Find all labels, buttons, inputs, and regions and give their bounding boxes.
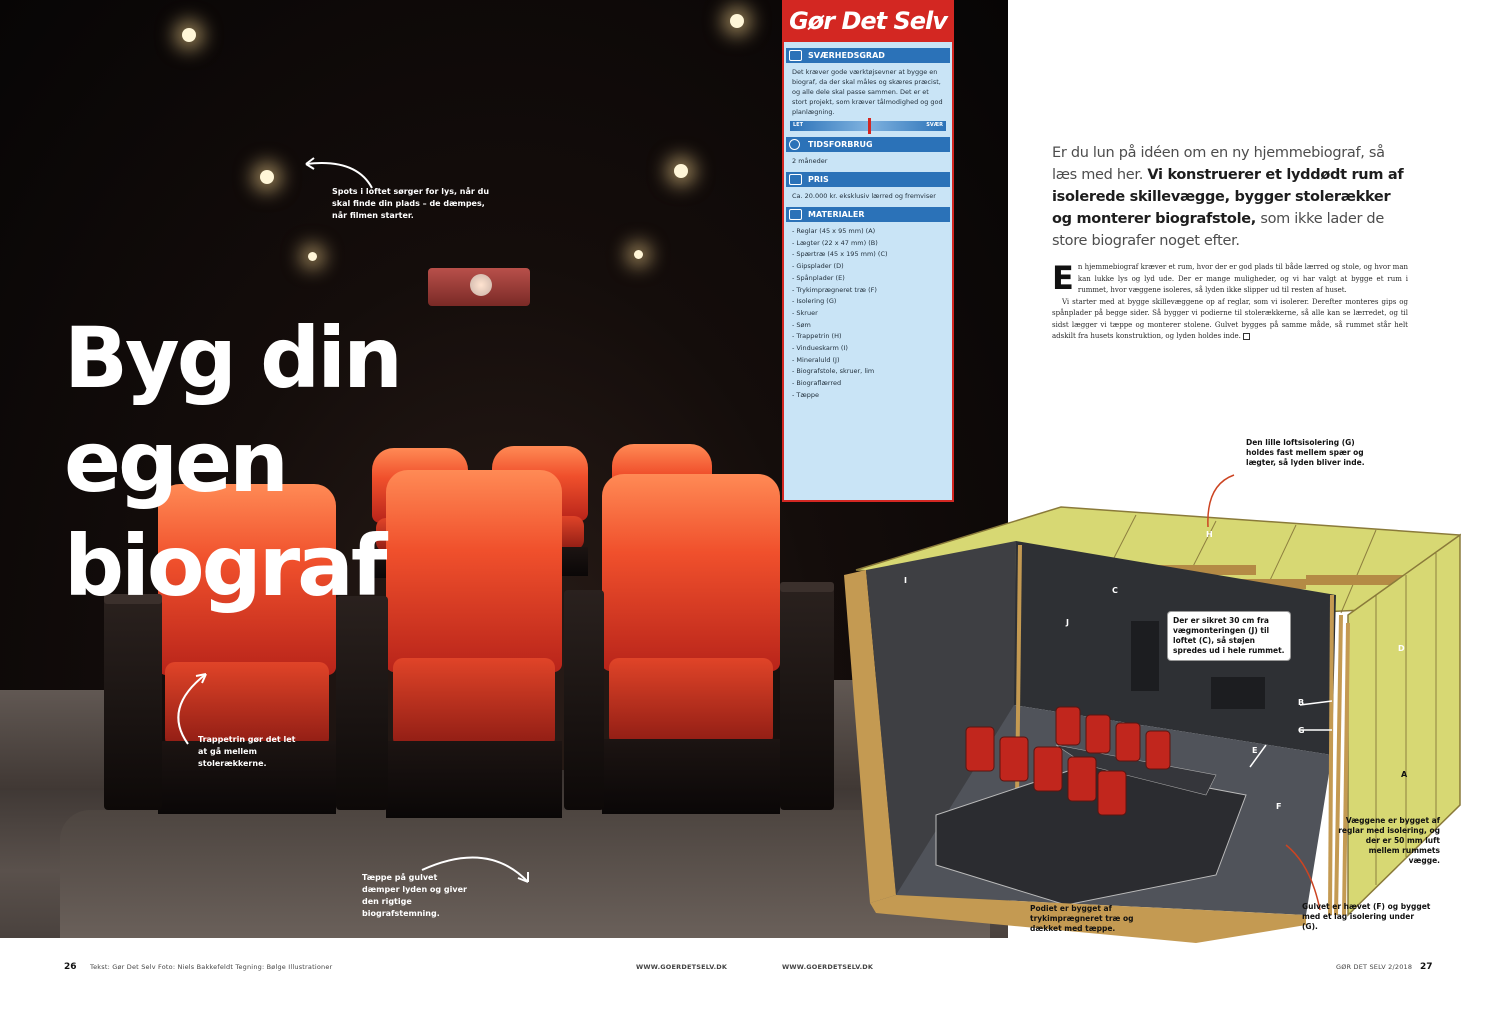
- list-item: - Biograflærred: [792, 379, 842, 388]
- projector-lens: [470, 274, 492, 296]
- list-item: - Tæppe: [792, 390, 820, 399]
- website-right: WWW.GOERDETSELV.DK: [782, 963, 874, 971]
- intro-bold: Vi konstruerer et lyddødt rum af isolerede skillevægge, bygger stolerækker og monterer biografstole,: [1052, 167, 1404, 227]
- svg-text:F: F: [1276, 802, 1282, 811]
- ceiling-spot: [308, 252, 317, 261]
- section-header-price: PRIS: [786, 172, 950, 187]
- callout-podium: Podiet er bygget af trykimprægneret træ og dækket med tæppe.: [1030, 904, 1134, 933]
- list-item: - Isolering (G): [792, 297, 837, 306]
- price-text: Ca. 20.000 kr. eksklusiv lærred og fremviser: [792, 192, 936, 200]
- list-item: - Biografstole, skruer, lim: [792, 367, 875, 376]
- svg-text:E: E: [1252, 746, 1258, 755]
- section-header-materials: MATERIALER: [786, 207, 950, 222]
- list-item: - Reglar (45 x 95 mm) (A): [792, 227, 876, 235]
- ceiling-spot: [182, 28, 196, 42]
- website-left: WWW.GOERDETSELV.DK: [636, 963, 728, 971]
- drop-cap: E: [1052, 259, 1074, 297]
- callout-room: Der er sikret 30 cm fra vægmonteringen (J) til loftet (C), så støjen spredes ud i hele rummet.: [1168, 612, 1290, 660]
- difficulty-text: Det kræver gode værktøjsevner at bygge en biograf, da der skal måles og skæres præcist, og alle dele skal passe sammen. Det er et stort projekt, som kræver tålmodighed og god planlægning.: [792, 68, 943, 116]
- scale-left-label: LET: [793, 122, 804, 128]
- list-item: - Spærtræ (45 x 195 mm) (C): [792, 250, 888, 259]
- intro-lead: Er du lun på idéen om en ny hjemmebiograf, så læs med her.: [1052, 145, 1385, 183]
- callout-roof: Den lille loftsisolering (G) holdes fast mellem spær og lægter, så lyden bliver inde.: [1246, 438, 1365, 467]
- callout-floor: Gulvet er hævet (F) og bygget med et lag isolering under (G).: [1302, 902, 1431, 931]
- svg-text:C: C: [1112, 586, 1118, 595]
- issue-info: GØR DET SELV 2/2018: [1336, 963, 1413, 971]
- ceiling-spot: [730, 14, 744, 28]
- armrest: [104, 598, 162, 810]
- body-text: [1052, 259, 1408, 343]
- headline-line-1: Byg din egen: [64, 309, 400, 511]
- price-icon: [789, 174, 802, 185]
- page-number-left: 26: [64, 962, 77, 972]
- materials-list: [784, 226, 952, 402]
- svg-text:B: B: [1298, 698, 1305, 707]
- svg-text:H: H: [1206, 530, 1213, 539]
- list-item: - Skruer: [792, 308, 818, 317]
- svg-text:I: I: [904, 576, 907, 585]
- credits: Tekst: Gør Det Selv Foto: Niels Bakkefeldt Tegning: Bølge Illustrationer: [90, 963, 333, 971]
- svg-text:A: A: [1401, 770, 1408, 779]
- callout-walls: Væggene er bygget af reglar med isolering, og der er 50 mm luft mellem rummets vægge.: [1338, 816, 1440, 865]
- headline-line-2: biograf: [64, 517, 385, 615]
- list-item: - Mineraluld (J): [792, 355, 840, 364]
- section-header-difficulty: SVÆRHEDSGRAD: [786, 48, 950, 63]
- ceiling-spot: [634, 250, 643, 259]
- difficulty-scale: [790, 121, 946, 131]
- list-item: - Gipsplader (D): [792, 262, 844, 271]
- headline: [64, 306, 624, 618]
- list-item: - Trappetrin (H): [792, 332, 842, 341]
- list-item: - Trykimprægneret træ (F): [792, 285, 877, 294]
- list-item: - Søm: [792, 320, 811, 329]
- armrest-top: [780, 582, 834, 592]
- caption-carpet: Tæppe på gulvet dæmper lyden og giver den rigtige biografstemning.: [362, 873, 467, 918]
- body-paragraph-1: n hjemmebiograf kræver et rum, hvor der er god plads til både lærred og stole, og hvor man kan lukke lys og lyd ude. Der er mange muligheder, og vi har valgt at bygge et rum i rummet, hvor væggene isoleres, så lyden ikke slipper ud til resten af huset.: [1077, 263, 1408, 294]
- end-mark-icon: [1243, 333, 1250, 340]
- armrest: [336, 596, 388, 810]
- time-text: 2 måneder: [792, 157, 828, 165]
- ceiling-spot: [674, 164, 688, 178]
- page-number-right: 27: [1420, 962, 1433, 972]
- room-diagram: [836, 445, 1500, 945]
- list-item: - Vindueskarm (I): [792, 344, 848, 353]
- svg-text:J: J: [1066, 618, 1069, 627]
- intro-paragraph: [1052, 142, 1412, 252]
- sidebar-title: Gør Det Selv: [784, 0, 952, 42]
- scale-right-label: SVÆR: [926, 122, 943, 128]
- svg-text:G: G: [1298, 726, 1305, 735]
- cinema-seat: [602, 474, 780, 814]
- intro-tail: som ikke lader de store biografer noget efter.: [1052, 211, 1384, 249]
- diy-sidebar: [782, 0, 954, 502]
- difficulty-marker: [868, 118, 871, 134]
- difficulty-icon: [789, 50, 802, 61]
- svg-text:D: D: [1398, 644, 1405, 653]
- ceiling-spot: [260, 170, 274, 184]
- toolbox-icon: [789, 209, 802, 220]
- caption-lights: Spots i loftet sørger for lys, når du skal finde din plads – de dæmpes, når filmen starter.: [332, 187, 490, 220]
- list-item: - Spånplader (E): [792, 273, 845, 282]
- body-paragraph-2: Vi starter med at bygge skillevæggene op af reglar, som vi isolerer. Derefter monteres gips og spånplader på begge sider. Så bygger vi podierne til stolerækkerne, så alle kan se lærredet, og til sidst lægger vi tæppe og monterer stolene. Gulvet bygges på samme måde, så rummet står helt adskilt fra husets konstruktion, og lyden holdes inde.: [1052, 297, 1408, 340]
- armrest: [780, 586, 834, 810]
- caption-steps: Trappetrin gør det let at gå mellem stolerækkerne.: [198, 735, 296, 768]
- clock-icon: [789, 139, 800, 150]
- list-item: - Lægter (22 x 47 mm) (B): [792, 238, 878, 247]
- armrest: [564, 590, 604, 810]
- section-header-time: TIDSFORBRUG: [786, 137, 950, 152]
